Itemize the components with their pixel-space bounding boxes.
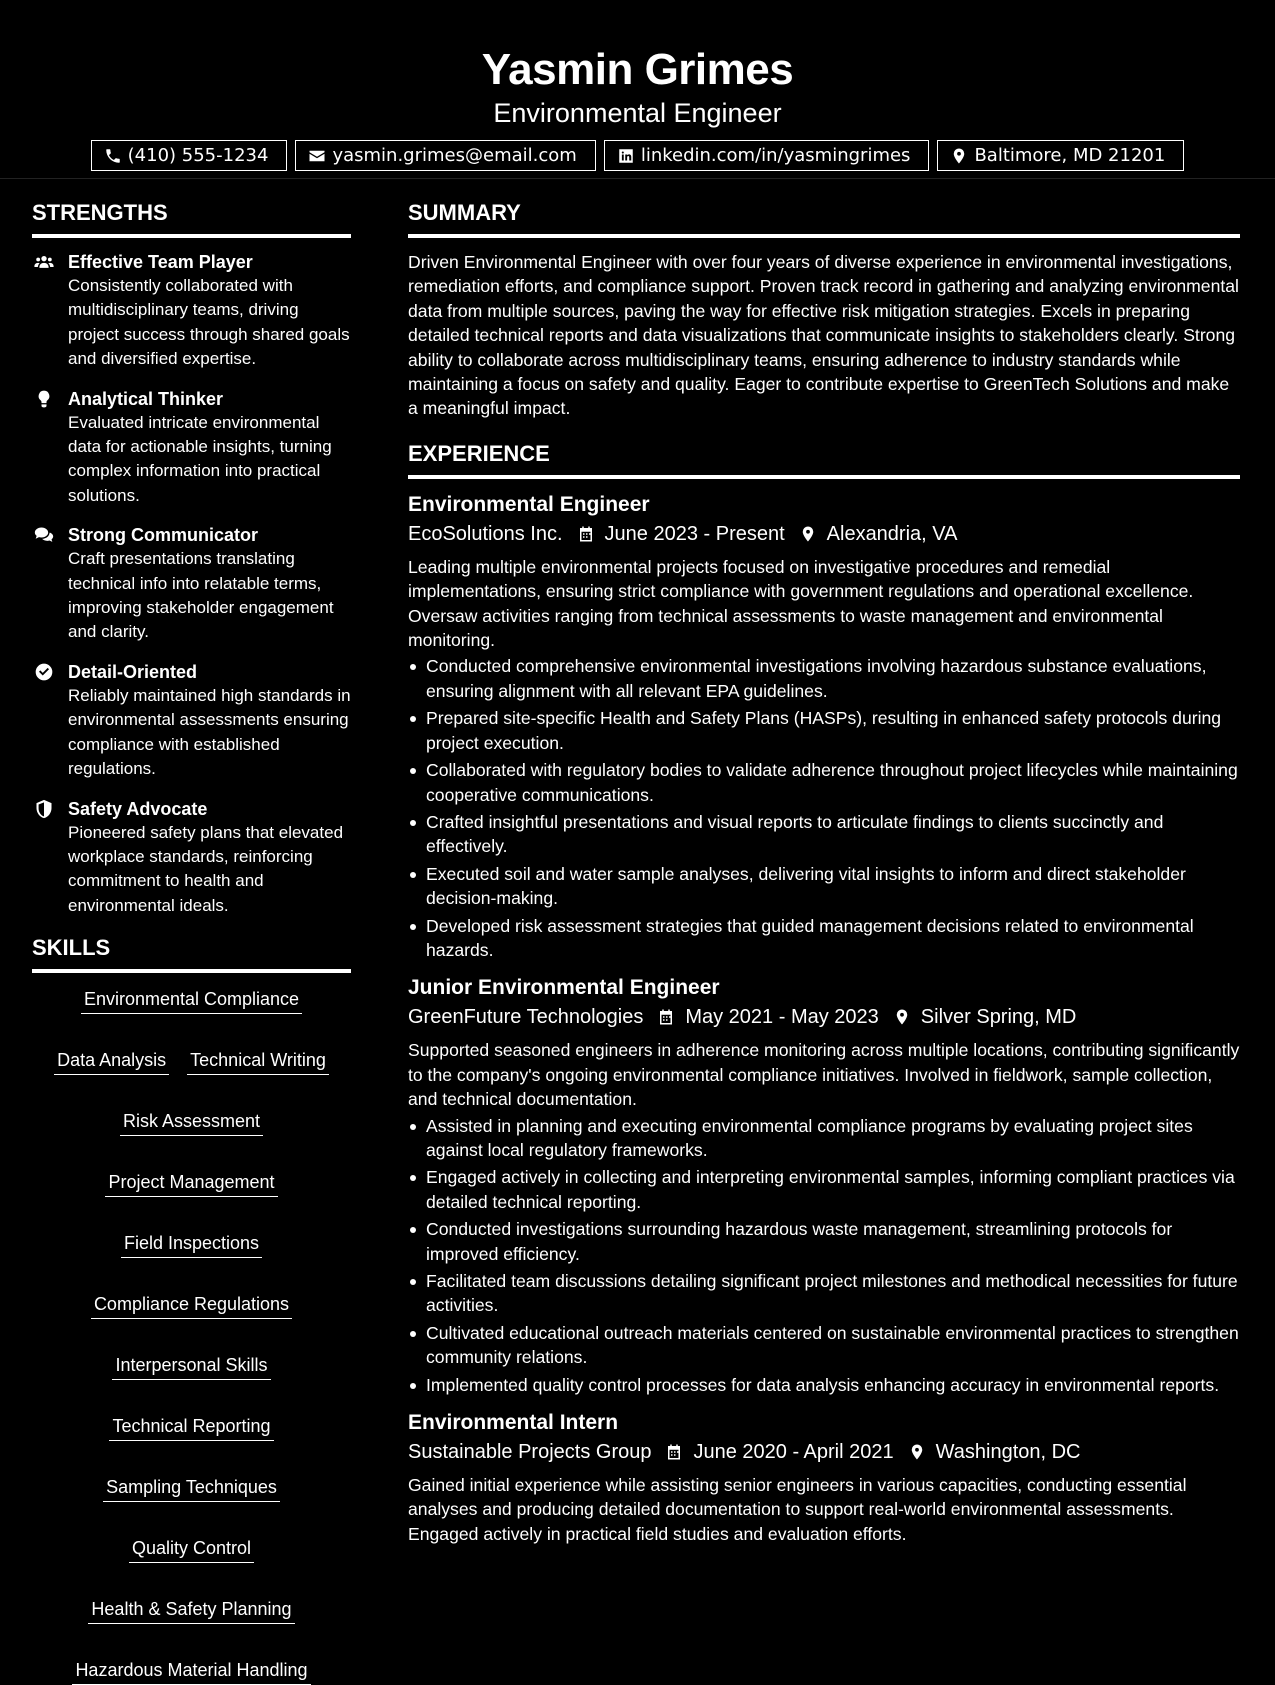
job-bullet: Crafted insightful presentations and visual reports to articulate findings to clients succinctly and effectively.: [408, 810, 1240, 859]
job-dates: June 2023 - Present: [604, 522, 785, 545]
job-dates: June 2020 - April 2021: [693, 1441, 894, 1464]
skill-tag: Compliance Regulations: [91, 1292, 292, 1319]
job-entry: [408, 491, 1240, 963]
strength-item: [32, 387, 351, 509]
strength-item: [32, 523, 351, 645]
skill-tag: Quality Control: [129, 1536, 254, 1563]
skill-tag: Interpersonal Skills: [112, 1353, 270, 1380]
summary-text: Driven Environmental Engineer with over four years of diverse experience in environmental investigations, remediation efforts, and compliance support. Proven track record in gathering and analyzing environmental data from multiple sources, paving the way for effective risk mitigation strategies. Excels in preparing detailed technical reports and data visualizations that communicate insights to stakeholders clearly. Strong ability to collaborate across multidisciplinary teams, ensuring adherence to industry standards while maintaining a focus on safety and quality. Eager to contribute expertise to GreenTech Solutions and make a meaningful impact.: [408, 252, 1239, 419]
strength-item: [32, 797, 351, 919]
strengths-heading: STRENGTHS: [32, 198, 351, 238]
job-location: Alexandria, VA: [826, 522, 958, 545]
job-description: Leading multiple environmental projects focused on investigative procedures and remedial implementations, ensuring strict compliance with government regulations and operational excellence. Oversaw activities ranging from technical assessments to waste management and environmental monitoring.: [408, 556, 1194, 651]
check-circle-icon: [34, 662, 54, 682]
phone-chip[interactable]: [91, 140, 288, 171]
job-entry: [408, 974, 1240, 1397]
users-icon: [34, 252, 54, 272]
skills-heading: SKILLS: [32, 933, 351, 973]
lightbulb-icon: [34, 389, 54, 409]
experience-heading: EXPERIENCE: [408, 439, 1240, 479]
skill-tag: Environmental Compliance: [81, 987, 302, 1014]
job-dates: May 2021 - May 2023: [685, 1006, 879, 1029]
email-chip[interactable]: [295, 140, 595, 171]
skill-tag: Health & Safety Planning: [88, 1597, 294, 1624]
location-chip[interactable]: [937, 140, 1184, 171]
shield-icon: [34, 799, 54, 819]
skill-tag: Technical Reporting: [109, 1414, 273, 1441]
job-company: Sustainable Projects Group: [408, 1441, 652, 1464]
experience-list: [408, 491, 1240, 1546]
job-title: Environmental Intern: [408, 1411, 619, 1435]
contact-bar: [0, 140, 1275, 171]
right-column: [408, 198, 1240, 1558]
skill-tag: Project Management: [105, 1170, 277, 1197]
skills-list: [32, 985, 351, 1685]
summary-heading: SUMMARY: [408, 198, 1240, 238]
job-bullet: Implemented quality control processes for data analysis enhancing accuracy in environmental reports.: [408, 1373, 1240, 1397]
skill-tag: Technical Writing: [187, 1048, 329, 1075]
location-text: Baltimore, MD 21201: [974, 145, 1166, 166]
job-company: GreenFuture Technologies: [408, 1006, 644, 1029]
candidate-name: Yasmin Grimes: [481, 45, 794, 94]
strength-title: Analytical Thinker: [68, 388, 224, 409]
strength-title: Strong Communicator: [68, 525, 259, 546]
job-bullet: Prepared site-specific Health and Safety Plans (HASPs), resulting in enhanced safety protocols during project execution.: [408, 706, 1240, 755]
strength-title: Safety Advocate: [68, 798, 208, 819]
job-meta: [408, 1002, 1240, 1032]
skill-tag: Sampling Techniques: [103, 1475, 280, 1502]
skill-tag: Risk Assessment: [120, 1109, 263, 1136]
job-bullet: Executed soil and water sample analyses, delivering vital insights to inform and direct stakeholder decision-making.: [408, 862, 1240, 911]
strength-desc: Consistently collaborated with multidisciplinary teams, driving project success through shared goals and diversified expertise.: [68, 276, 350, 369]
linkedin-text: linkedin.com/in/yasmingrimes: [640, 145, 911, 166]
linkedin-chip[interactable]: [604, 140, 930, 171]
map-pin-icon: [799, 525, 817, 543]
job-title: Environmental Engineer: [408, 492, 650, 516]
envelope-icon: [308, 147, 326, 165]
job-meta: [408, 1437, 1240, 1467]
job-bullet: Assisted in planning and executing environmental compliance programs by evaluating project sites against local regulatory frameworks.: [408, 1114, 1240, 1163]
strength-item: [32, 660, 351, 782]
job-bullet: Engaged actively in collecting and interpreting environmental samples, informing compliant practices via detailed technical reporting.: [408, 1165, 1240, 1214]
map-pin-icon: [908, 1443, 926, 1461]
job-bullet: Collaborated with regulatory bodies to validate adherence throughout project lifecycles while maintaining cooperative communications.: [408, 758, 1240, 807]
job-location: Washington, DC: [935, 1441, 1081, 1464]
job-title: Junior Environmental Engineer: [408, 976, 720, 1000]
strength-desc: Evaluated intricate environmental data for actionable insights, turning complex information into practical solutions.: [68, 412, 332, 505]
calendar-icon: [665, 1443, 683, 1461]
candidate-title: Environmental Engineer: [493, 98, 782, 128]
skill-tag: Field Inspections: [121, 1231, 262, 1258]
map-pin-icon: [950, 147, 968, 165]
strength-desc: Craft presentations translating technical info into relatable terms, improving stakeholder engagement and clarity.: [68, 549, 334, 642]
job-company: EcoSolutions Inc.: [408, 522, 563, 545]
resume-header: [0, 0, 1275, 179]
job-location: Silver Spring, MD: [920, 1006, 1077, 1029]
strength-desc: Reliably maintained high standards in environmental assessments ensuring compliance with established regulations.: [68, 685, 351, 779]
linkedin-icon: [617, 147, 635, 165]
strength-title: Effective Team Player: [68, 252, 253, 272]
job-bullet: Conducted investigations surrounding hazardous waste management, streamlining protocols for improved efficiency.: [408, 1217, 1240, 1266]
strength-desc: Pioneered safety plans that elevated workplace standards, reinforcing commitment to health and environmental ideals.: [68, 822, 344, 915]
job-meta: [408, 519, 1240, 549]
job-bullet: Facilitated team discussions detailing significant project milestones and methodical necessities for future activities.: [408, 1269, 1240, 1318]
calendar-icon: [577, 525, 595, 543]
strength-item: [32, 250, 351, 372]
job-bullet: Developed risk assessment strategies that guided management decisions related to environmental hazards.: [408, 914, 1240, 963]
phone-text: (410) 555-1234: [127, 145, 269, 166]
calendar-icon: [657, 1008, 675, 1026]
phone-icon: [104, 147, 122, 165]
job-description: Supported seasoned engineers in adherence monitoring across multiple locations, contributing significantly to the company's ongoing environmental compliance initiatives. Involved in fieldwork, sample collection, and technical documentation.: [408, 1040, 1240, 1110]
comments-icon: [34, 525, 54, 545]
left-column: [32, 198, 351, 1685]
skill-tag: Data Analysis: [54, 1048, 169, 1075]
job-bullet: Conducted comprehensive environmental investigations involving hazardous substance evaluations, ensuring alignment with all relevant EPA guidelines.: [408, 654, 1240, 703]
strength-title: Detail-Oriented: [68, 661, 198, 682]
map-pin-icon: [893, 1008, 911, 1026]
job-description: Gained initial experience while assisting senior engineers in various capacities, conducting essential analyses and producing detailed documentation to support real-world environmental assessments. Engaged actively in practical field studies and evaluation efforts.: [408, 1475, 1187, 1544]
email-text: yasmin.grimes@email.com: [332, 145, 577, 166]
job-bullet: Cultivated educational outreach materials centered on sustainable environmental practices to strengthen community relations.: [408, 1321, 1240, 1370]
job-bullet-list: [408, 1114, 1240, 1397]
job-bullet-list: [408, 654, 1240, 962]
skill-tag: Hazardous Material Handling: [72, 1658, 310, 1685]
job-entry: [408, 1409, 1240, 1546]
